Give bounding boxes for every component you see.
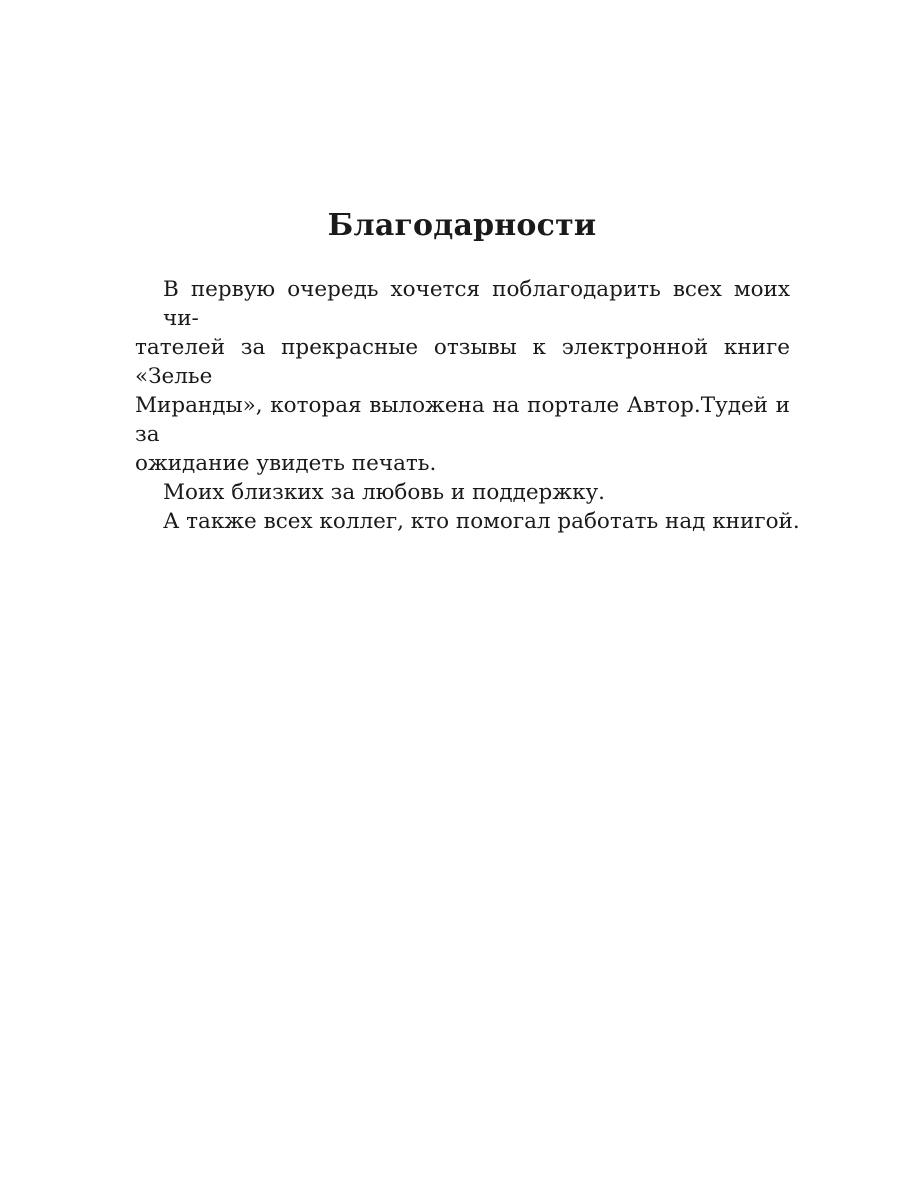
paragraph-readers [135,275,790,478]
paragraph-line: тателей за прекрасные отзывы к электронной книге «Зелье [135,335,790,389]
paragraph-colleagues [135,507,800,536]
paragraph-family [135,478,790,507]
body-text [135,275,800,536]
page-title: Благодарности [327,208,597,243]
paragraph-line: Моих близких за любовь и поддержку. [163,480,606,505]
paragraph-line: ожидание увидеть печать. [135,451,437,476]
paragraph-line: В первую очередь хочется поблагодарить всех моих чи- [163,277,790,331]
paragraph-line: Миранды», которая выложена на портале Автор.Тудей и за [135,393,790,447]
paragraph-line: А также всех коллег, кто помогал работать над книгой. [163,509,800,534]
